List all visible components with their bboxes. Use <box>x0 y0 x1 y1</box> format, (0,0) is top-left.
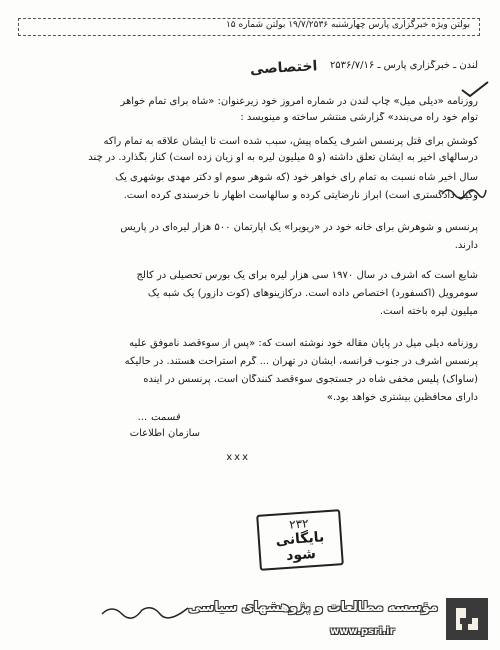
body-line: دارند. <box>454 240 478 251</box>
body-line: (ساواک) پلیس مخفی شاه در جستجوی سوءقصد کنندگان است. پرنسس در آینده <box>143 374 478 385</box>
body-line: کوشش برای قتل پرنسس اشرف یکماه پیش، سبب شده است تا ایشان علاقه به تمام راکه <box>103 136 478 147</box>
dateline: لندن ـ خبرگزاری پارس ـ ۲۵۳۶/۷/۱۶ <box>329 60 478 71</box>
archive-stamp <box>256 509 344 571</box>
archive-number: ۲۳۲ <box>288 516 310 532</box>
body-line: وکیل دادگستری است) ابراز نارضایتی کرده و سالهاست اظهار نا خرسندی کرده است. <box>123 190 478 201</box>
body-line: درسالهای اخیر به ایشان تعلق داشته (و ۵ میلیون لیره به او زیان زده است) کنار بگذارد. در چند <box>88 152 478 163</box>
margin-note-icon <box>440 184 488 200</box>
body-line: سومرویل (آکسفورد) اختصاص داده است. درکازینوهای (کوت دازور) یک شبه یک <box>147 288 478 299</box>
body-line: دارای محافظین بیشتری خواهد بود.» <box>326 392 478 403</box>
archive-label: بایگانی شود <box>275 529 325 564</box>
institute-logo <box>446 598 488 640</box>
body-line: روزنامه دیلی میل در پایان مقاله خود نوشته است که: «پس از سوءقصد ناموفق علیه <box>129 338 478 349</box>
margin-check-icon <box>460 80 490 100</box>
body-line: روزنامه «دیلی میل» چاپ لندن در شماره امروز خود زیرعنوان: «شاه برای تمام خواهر <box>120 96 478 107</box>
bulletin-header: بولتن ویژه خبرگزاری پارس چهارشنبه ۱۹/۷/۲۵۳۶ بولتن شماره ۱۵ <box>225 20 470 30</box>
body-line: سال اخیر شاه نسبت به تمام رای خواهر خود (که شوهر سوم او دکتر مهدی بوشهری یک <box>115 172 478 183</box>
body-line: شایع است که اشرف در سال ۱۹۷۰ سی هزار لیره برای یک بورس تحصیلی در کالج <box>136 270 478 281</box>
closing-org: سازمان اطلاعات <box>129 428 200 439</box>
body-line: میلیون لیره باخته است. <box>379 306 478 317</box>
separator: xxx <box>226 452 250 463</box>
closing-sign: قسمت ... <box>137 412 180 423</box>
exclusive-stamp: اختصاصی <box>249 58 318 78</box>
body-line: پرنسس اشرف در جنوب فرانسه، ایشان در تهران ... گرم استراحت هستند. در حالیکه <box>124 356 478 367</box>
body-line: پرنسس و شوهرش برای خانه خود در «ریویرا» یک آپارتمان ۵۰۰ هزار لیره‌ای در پاریس <box>120 222 478 233</box>
institute-url[interactable]: www.psri.ir <box>330 626 395 637</box>
body-line: توام خود راه می‌بندد» گزارشی منتشر ساخته و مینویسد : <box>240 112 478 123</box>
institute-name: مؤسسه مطالعات و پژوهشهای سیاسی <box>188 600 438 615</box>
